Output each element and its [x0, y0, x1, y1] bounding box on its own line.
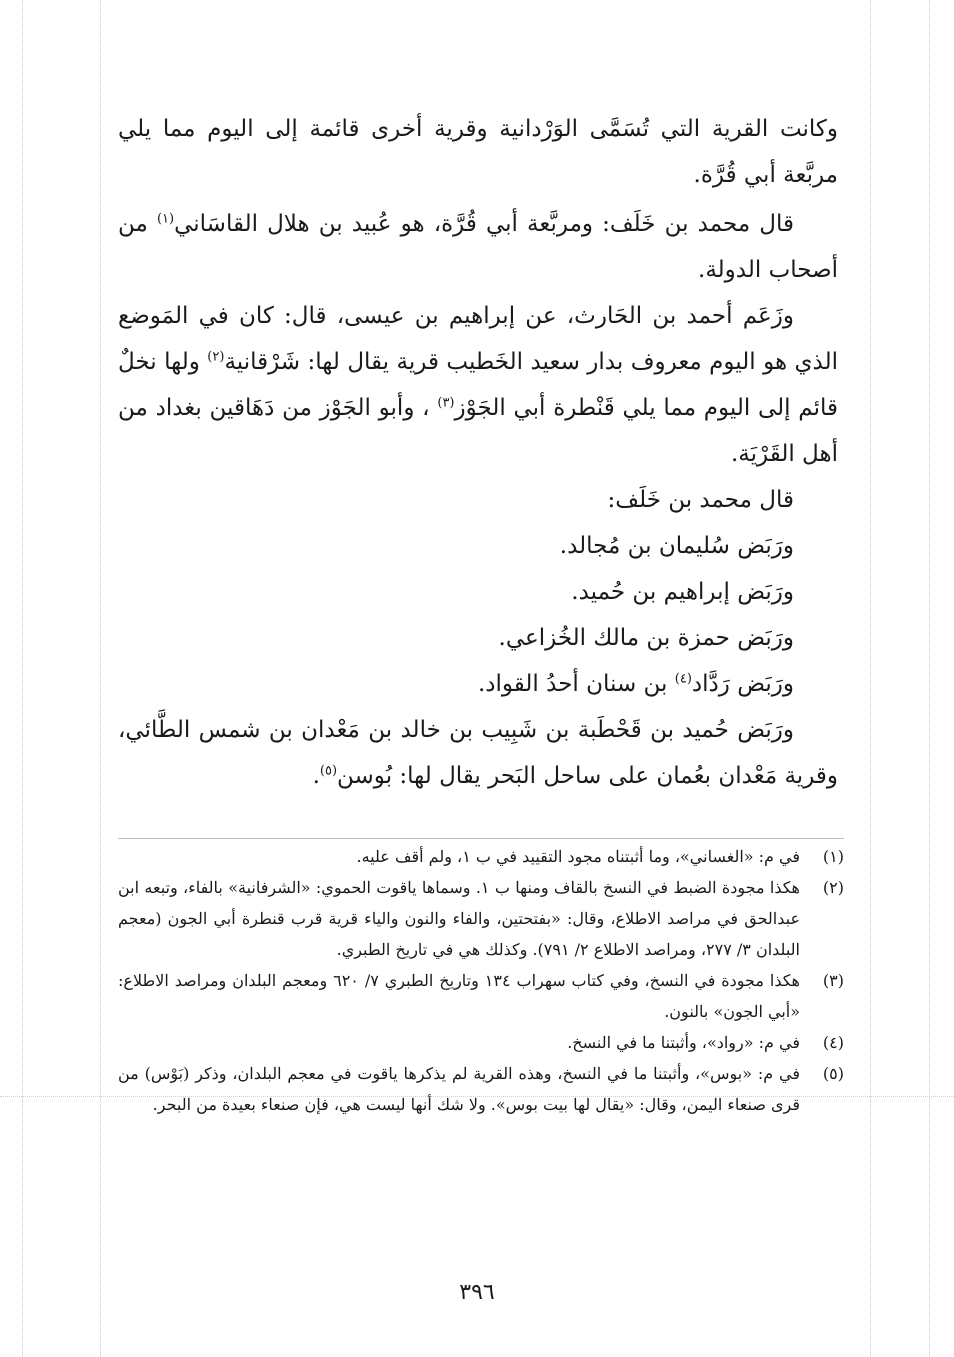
scan-guide-line — [22, 0, 23, 1357]
paragraph — [118, 293, 838, 477]
footnote-text: في م: «الغساني»، وما أثبتناه مجود التقييد في ب ١، ولم أقف عليه. — [356, 847, 800, 866]
paragraph-text: وزَعَم أحمد بن الحَارث، عن إبراهيم بن عيسى، قال: كان في المَوضع الذي هو اليوم معروف بدار سعيد الخَطيب قرية يقال لها: شَرْقانية — [118, 303, 839, 375]
paragraph — [118, 201, 838, 293]
footnote-number: (٣) — [822, 971, 844, 990]
paragraph: وكانت القرية التي تُسَمَّى الوَرْدانية وقرية أخرى قائمة إلى اليوم مما يلي مربَّعة أبي قُرَّة. — [118, 116, 838, 188]
footnote-number: (٢) — [822, 878, 844, 897]
paragraph-text: ، وأبو الجَوْز من دَهَاقين بغداد من أهل القَرْيَة. — [118, 395, 838, 467]
paragraph — [118, 661, 838, 707]
footnote-ref: (٢) — [207, 349, 225, 365]
footnote — [118, 965, 844, 1027]
main-text — [118, 106, 838, 799]
footnote-number: (٥) — [822, 1064, 844, 1083]
paragraph-text: ورَبَض حُميد بن قَحْطَبة بن شَبِيب بن خالد بن مَعْدان بن شمس الطَّائي، وقرية مَعْدان بعُمان على ساحل البَحر يقال لها: بُوسن — [118, 717, 838, 789]
paragraph: ورَبَض سُليمان بن مُجالد. — [559, 533, 794, 559]
page-number: ٣٩٦ — [459, 1280, 495, 1305]
scan-guide-line — [929, 0, 930, 1357]
paragraph-text: بن سنان أحدُ القواد. — [477, 671, 668, 697]
footnote-text: في م: «رواد»، وأثبتنا ما في النسخ. — [567, 1033, 800, 1052]
footnote-number: (١) — [822, 847, 844, 866]
footnote-text: هكذا مجودة الضبط في النسخ بالقاف ومنها ب ١. وسماها ياقوت الحموي: «الشرفانية» بالفاء، وتبعه ابن عبدالحق في مراصد الاطلاع، وقال: «بفتحتين، والفاء والنون والياء قرية قرب قنطرة أبي الجون (معجم البلدان ٣/ ٢٧٧، ومراصد الاطلاع ٢/ ٧٩١). وكذلك هي في تاريخ الطبري. — [118, 878, 800, 959]
footnote-number: (٤) — [822, 1033, 844, 1052]
footnote — [118, 872, 844, 965]
footnote-ref: (٤) — [674, 671, 692, 687]
footnotes — [118, 838, 844, 1120]
footnote-ref: (٣) — [437, 395, 455, 411]
footnote — [118, 1027, 844, 1058]
paragraph — [118, 707, 838, 799]
scan-guide-line — [100, 0, 101, 1357]
paragraph-text: ورَبَض رَدَّاد — [691, 671, 794, 697]
paragraph-text: ولها نخلٌ قائم إلى اليوم مما يلي قَنْطرة أبي الجَوْز — [118, 349, 839, 421]
paragraph: ورَبَض إبراهيم بن حُميد. — [571, 579, 794, 605]
scan-guide-line — [870, 0, 871, 1357]
footnote-ref: (١) — [156, 211, 175, 227]
footnote — [118, 1058, 844, 1120]
footnote-text: في م: «بوس»، وأثبتنا ما في النسخ، وهذه القرية لم يذكرها ياقوت في معجم البلدان، وذكر (بَوْس) من قرى صنعاء اليمن، وقال: «يقال لها بيت بوس». ولا شك أنها ليست هي، فإن صنعاء بعيدة من البحر. — [118, 1064, 800, 1114]
paragraph-text: من أصحاب الدولة. — [118, 211, 838, 283]
footnote-ref: (٥) — [319, 763, 338, 779]
paragraph-text: قال محمد بن خَلَف: ومربَّعة أبي قُرَّة، هو عُبيد بن هلال القاسَاني — [174, 211, 795, 237]
footnote-text: هكذا مجودة في النسخ، وفي كتاب سهراب ١٣٤ وتاريخ الطبري ٧/ ٦٢٠ ومعجم البلدان ومراصد الاطلاع: «أبي الجون» بالنون. — [118, 971, 800, 1021]
paragraph: ورَبَض حمزة بن مالك الخُزاعي. — [498, 625, 794, 651]
footnote — [118, 841, 844, 872]
paragraph-text: . — [312, 763, 320, 789]
paragraph: قال محمد بن خَلَف: — [607, 487, 794, 513]
